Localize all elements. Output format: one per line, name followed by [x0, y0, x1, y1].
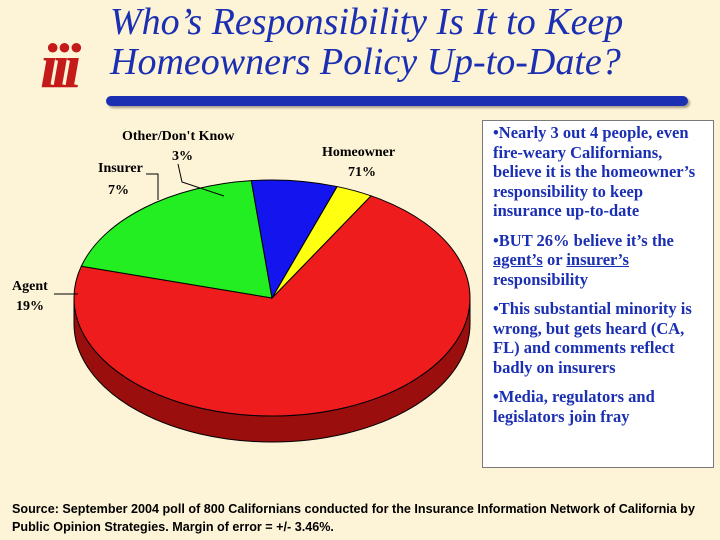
bullet-dot-icon: •: [493, 299, 499, 318]
bullet-dot-icon: •: [493, 123, 499, 142]
slice-label-homeowner: Homeowner: [322, 145, 396, 160]
bullet-dot-icon: •: [493, 387, 499, 406]
title-line-2: Homeowners Policy Up-to-Date?: [110, 41, 621, 83]
pie-chart: [0, 108, 480, 500]
slice-value-agent: 19%: [16, 299, 44, 314]
slice-value-insurer: 7%: [108, 183, 129, 198]
slice-label-insurer: Insurer: [98, 161, 143, 176]
bullet-2: [493, 231, 707, 290]
slice-label-agent: Agent: [12, 279, 48, 294]
slice-label-other: Other/Don't Know: [122, 129, 235, 144]
bullet-1: [493, 123, 707, 221]
leader-line-insurer: [146, 174, 158, 200]
iii-logo: iii: [40, 30, 76, 101]
bullet-1-text: Nearly 3 out 4 people, even fire-weary Californians, believe it is the homeowner’s responsibility to keep insurance up-to-date: [493, 123, 696, 220]
bullet-3: [493, 299, 707, 377]
title-line-1: Who’s Responsibility Is It to Keep: [110, 1, 624, 43]
slice-value-other: 3%: [172, 149, 193, 164]
bullet-panel: [482, 120, 714, 468]
bullet-2-agent: agent’s: [493, 250, 543, 269]
slice-value-homeowner: 71%: [348, 165, 376, 180]
page-title: [110, 2, 710, 82]
bullet-3-text: This substantial minority is wrong, but gets heard (CA, FL) and comments reflect badly on insurers: [493, 299, 692, 377]
title-underline-bar: [106, 96, 688, 106]
bullet-2-pre: BUT 26% believe it’s the: [498, 230, 674, 250]
bullet-4: [493, 387, 707, 426]
bullet-2-mid: or: [542, 250, 567, 269]
bullet-dot-icon: •: [493, 230, 499, 250]
source-note: Source: September 2004 poll of 800 Californians conducted for the Insurance Information Network of California by Public Opinion Strategies. Margin of error = +/- 3.46%.: [12, 502, 695, 534]
bullet-2-post: responsibility: [493, 269, 589, 289]
bullet-4-text: Media, regulators and legislators join fray: [493, 387, 655, 426]
bullet-2-insurer: insurer’s: [566, 250, 629, 269]
pie-slices: [74, 180, 470, 416]
